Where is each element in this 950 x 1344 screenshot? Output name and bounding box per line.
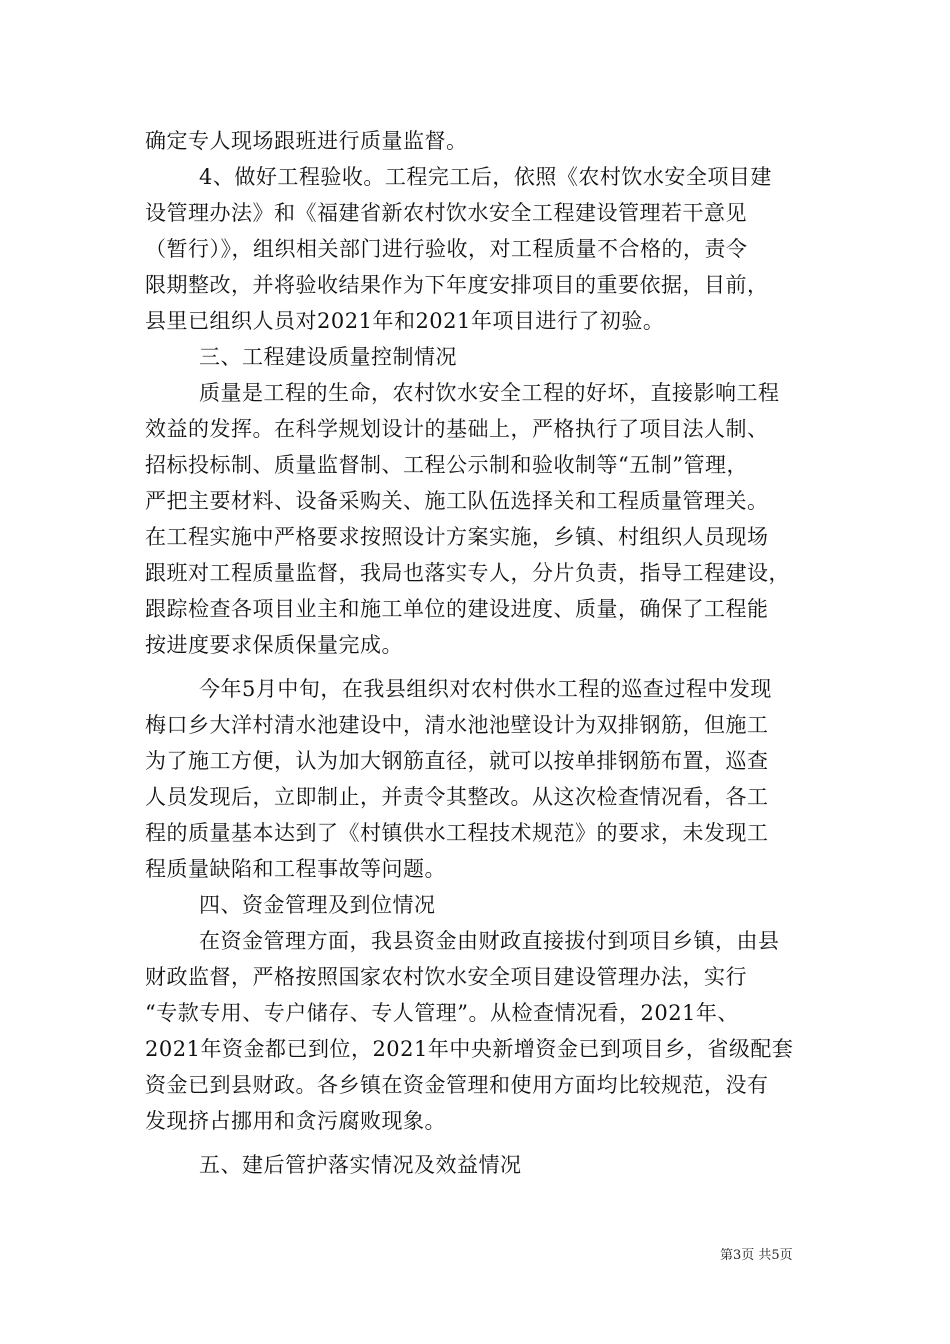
paragraph-line: 为了施工方便，认为加大钢筋直径，就可以按单排钢筋布置，巡查 <box>145 749 769 773</box>
paragraph-line: 4、做好工程验收。工程完工后，依照《农村饮水安全项目建 <box>199 165 772 189</box>
paragraph-line: 限期整改，并将验收结果作为下年度安排项目的重要依据，目前， <box>145 273 769 297</box>
paragraph-line: 设管理办法》和《福建省新农村饮水安全工程建设管理若干意见 <box>145 201 747 225</box>
paragraph-line: 按进度要求保质保量完成。 <box>145 633 403 657</box>
section-heading: 三、工程建设质量控制情况 <box>199 345 457 369</box>
paragraph-line: 2021年资金都已到位，2021年中央新增资金已到项目乡，省级配套 <box>145 1037 794 1061</box>
paragraph-line: 程质量缺陷和工程事故等问题。 <box>145 857 446 881</box>
paragraph-line: （暂行）》，组织相关部门进行验收，对工程质量不合格的，责令 <box>145 237 748 261</box>
section-heading: 五、建后管护落实情况及效益情况 <box>199 1153 522 1177</box>
paragraph-line: 县里已组织人员对2021年和2021年项目进行了初验。 <box>145 309 665 333</box>
paragraph-line: 人员发现后，立即制止，并责令其整改。从这次检查情况看，各工 <box>145 785 769 809</box>
paragraph-line: 在资金管理方面，我县资金由财政直接拔付到项目乡镇，由县 <box>199 929 780 953</box>
paragraph-line: 在工程实施中严格要求按照设计方案实施，乡镇、村组织人员现场 <box>145 525 769 549</box>
paragraph-line: 梅口乡大洋村清水池建设中，清水池池壁设计为双排钢筋，但施工 <box>145 713 769 737</box>
paragraph-line: 资金已到县财政。各乡镇在资金管理和使用方面均比较规范，没有 <box>145 1073 769 1097</box>
paragraph-line: 发现挤占挪用和贪污腐败现象。 <box>145 1109 446 1133</box>
paragraph-line: 跟踪检查各项目业主和施工单位的建设进度、质量，确保了工程能 <box>145 597 769 621</box>
paragraph-line: 程的质量基本达到了《村镇供水工程技术规范》的要求，未发现工 <box>145 821 769 845</box>
paragraph-line: “专款专用、专户储存、专人管理”。从检查情况看，2021年、 <box>145 1001 739 1025</box>
paragraph-line: 严把主要材料、设备采购关、施工队伍选择关和工程质量管理关。 <box>145 489 769 513</box>
paragraph-line: 今年5月中旬，在我县组织对农村供水工程的巡查过程中发现 <box>199 677 772 701</box>
page-number: 第3页 共5页 <box>720 1248 793 1263</box>
section-heading: 四、资金管理及到位情况 <box>199 893 436 917</box>
paragraph-line: 财政监督，严格按照国家农村饮水安全项目建设管理办法，实行 <box>145 965 747 989</box>
paragraph-line: 质量是工程的生命，农村饮水安全工程的好坏，直接影响工程 <box>199 381 780 405</box>
paragraph-line: 确定专人现场跟班进行质量监督。 <box>145 129 468 153</box>
paragraph-line: 效益的发挥。在科学规划设计的基础上，严格执行了项目法人制、 <box>145 417 769 441</box>
paragraph-line: 跟班对工程质量监督，我局也落实专人，分片负责，指导工程建设， <box>145 561 790 585</box>
paragraph-line: 招标投标制、质量监督制、工程公示制和验收制等“五制”管理， <box>145 453 748 477</box>
